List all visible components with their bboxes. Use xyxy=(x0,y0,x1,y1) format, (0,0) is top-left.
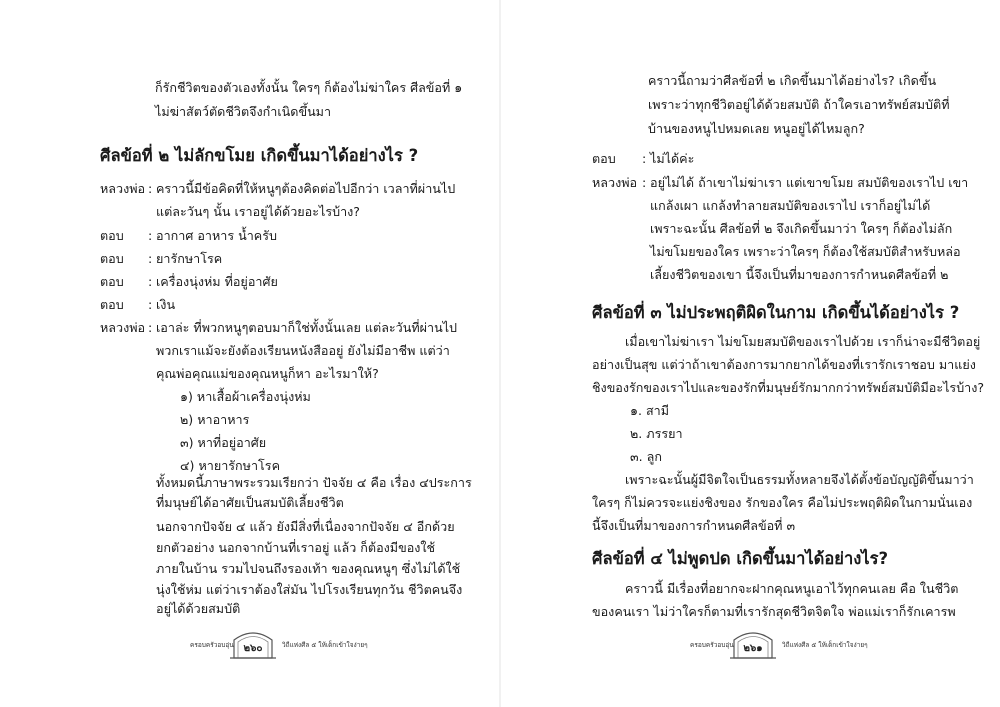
dialog-line: แต่ละวันๆ นั้น เราอยู่ได้ด้วยอะไรบ้าง? xyxy=(156,204,360,219)
body-line: ที่มนุษย์ได้อาศัยเป็นสมบัติเลี้ยงชีวิต xyxy=(156,495,344,510)
body-line: ทั้งหมดนี้ภาษาพระรวมเรียกว่า ปัจจัย ๔ คือ เรื่อง ๔ประการ xyxy=(156,475,472,490)
body-line: นี้จึงเป็นที่มาของการกำหนดศีลข้อที่ ๓ xyxy=(592,518,796,533)
body-line: ภายในบ้าน รวมไปจนถึงรองเท้า ของคุณหนูๆ ซึ่งไม่ได้ใช้ xyxy=(156,561,461,576)
dialog-line: เลี้ยงชีวิตของเขา นี้จึงเป็นที่มาของการกำหนดศีลข้อที่ ๒ xyxy=(650,267,949,282)
body-line: เพราะว่าทุกชีวิตอยู่ได้ด้วยสมบัติ ถ้าใครเอาทรัพย์สมบัติที่ xyxy=(648,97,950,112)
dialog-line: เอาล่ะ ที่พวกหนูๆตอบมาก็ใช่ทั้งนั้นเลย แต่ละวันที่ผ่านไป xyxy=(156,320,458,335)
dialog-line: เครื่องนุ่งห่ม ที่อยู่อาศัย xyxy=(156,274,278,289)
body-line: คราวนี้ถามว่าศีลข้อที่ ๒ เกิดขึ้นมาได้อย่างไร? เกิดขึ้น xyxy=(648,73,937,88)
speaker-label: ตอบ xyxy=(100,297,124,312)
numbered-item: ๓. ลูก xyxy=(630,449,662,464)
numbered-item: ๔) หายารักษาโรค xyxy=(180,458,280,473)
page-footer xyxy=(190,628,390,658)
page-number: ๒๖๑ xyxy=(743,643,763,654)
body-line: อย่างเป็นสุข แต่ว่าถ้าเขาต้องการมากยากได้ของที่เรารักเราชอบ มาแย่ง xyxy=(592,357,976,372)
page-footer xyxy=(690,628,890,658)
body-line: นอกจากปัจจัย ๔ แล้ว ยังมีสิ่งที่เนื่องจากปัจจัย ๔ อีกด้วย xyxy=(156,519,455,534)
speaker-label: หลวงพ่อ xyxy=(592,175,638,190)
speaker-label: ตอบ xyxy=(100,251,124,266)
dialog-line: ยารักษาโรค xyxy=(156,251,223,266)
numbered-item: ๒) หาอาหาร xyxy=(180,412,250,427)
speaker-label: หลวงพ่อ xyxy=(100,181,146,196)
footer-series-title: ครอบครัวอบอุ่น xyxy=(690,641,734,649)
dialog-line: แกล้งเผา แกล้งทำลายสมบัติของเราไป เราก็อยู่ไม่ได้ xyxy=(650,198,931,213)
body-line: ชิงของรักของเราไปและของรักที่มนุษย์รักมากกว่าทรัพย์สมบัติมีอะไรบ้าง? xyxy=(592,380,985,395)
page-number: ๒๖๐ xyxy=(243,643,263,654)
left-page: ก็รักชีวิตของตัวเองทั้งนั้น ใครๆ ก็ต้องไม่ฆ่าใคร ศีลข้อที่ ๑ ไม่ฆ่าสัตว์ตัดชีวิตจึงกำเนิดขึ้นมา ศีลข้อที่ ๒ ไม่ลักขโมย เกิดขึ้นมาได้อย่างไร ? หลวงพ่อ : คราวนี้มีข้อคิดที่ให้หนูๆต้องคิดต่อไปอีกว่า เวลาที่ผ่านไป แต่ละวันๆ นั้น เราอยู่ได้ด้วยอะไรบ้าง? ตอบ : อากาศ อาหาร น้ำครับ ตอบ : ยารักษาโรค ตอบ : เครื่องนุ่งห่ม ที่อยู่อาศัย ตอบ : เงิน หลวงพ่อ : เอาล่ะ ที่พวกหนูๆตอบมาก็ใช่ทั้งนั้นเลย แต่ละวันที่ผ่านไป พวกเราแม้จะยังต้องเรียนหนังสืออยู่ ยังไม่มีอาชีพ แต่ว่า คุณพ่อคุณแม่ของคุณหนูก็หา อะไรมาให้? ๑) หาเสื้อผ้าเครื่องนุ่งห่ม ๒) หาอาหาร ๓) หาที่อยู่อาศัย ๔) หายารักษาโรค ทั้งหมดนี้ภาษาพระรวมเรียกว่า ปัจจัย ๔ คือ เรื่อง ๔ประการ ที่มนุษย์ได้อาศัยเป็นสมบัติเลี้ยงชีวิต นอกจากปัจจัย ๔ แล้ว ยังมีสิ่งที่เนื่องจากปัจจัย ๔ อีกด้วย ยกตัวอย่าง นอกจากบ้านที่เราอยู่ แล้ว ก็ต้องมีของใช้ ภายในบ้าน รวมไปจนถึงรองเท้า ของคุณหนูๆ ซึ่งไม่ได้ใช้ นุ่งใช้ห่ม แต่ว่าเราต้องใส่มัน ไปโรงเรียนทุกวัน ชีวิตคนจึง อยู่ได้ด้วยสมบัติ ครอบครัวอบอุ่น ๒๖๐ วิถีแห่งศีล ๕ ให้เด็กเข้าใจง่ายๆ xyxy=(0,0,500,707)
footer-book-title: วิถีแห่งศีล ๕ ให้เด็กเข้าใจง่ายๆ xyxy=(782,641,868,649)
body-line: ยกตัวอย่าง นอกจากบ้านที่เราอยู่ แล้ว ก็ต้องมีของใช้ xyxy=(156,540,436,555)
right-page: คราวนี้ถามว่าศีลข้อที่ ๒ เกิดขึ้นมาได้อย่างไร? เกิดขึ้น เพราะว่าทุกชีวิตอยู่ได้ด้วยสมบัติ ถ้าใครเอาทรัพย์สมบัติที่ บ้านของหนูไปหมดเลย หนูอยู่ได้ไหมลูก? ตอบ : ไม่ได้ค่ะ หลวงพ่อ : อยู่ไม่ได้ ถ้าเขาไม่ฆ่าเรา แต่เขาขโมย สมบัติของเราไป เขา แกล้งเผา แกล้งทำลายสมบัติของเราไป เราก็อยู่ไม่ได้ เพราะฉะนั้น ศีลข้อที่ ๒ จึงเกิดขึ้นมาว่า ใครๆ ก็ต้องไม่ลัก ไม่ขโมยของใคร เพราะว่าใครๆ ก็ต้องใช้สมบัติสำหรับหล่อ เลี้ยงชีวิตของเขา นี้จึงเป็นที่มาของการกำหนดศีลข้อที่ ๒ ศีลข้อที่ ๓ ไม่ประพฤติผิดในกาม เกิดขึ้นได้อย่างไร ? เมื่อเขาไม่ฆ่าเรา ไม่ขโมยสมบัติของเราไปด้วย เราก็น่าจะมีชีวิตอยู่ อย่างเป็นสุข แต่ว่าถ้าเขาต้องการมากยากได้ของที่เรารักเราชอบ มาแย่ง ชิงของรักของเราไปและของรักที่มนุษย์รักมากกว่าทรัพย์สมบัติมีอะไรบ้าง? ๑. สามี ๒. ภรรยา ๓. ลูก เพราะฉะนั้นผู้มีจิตใจเป็นธรรมทั้งหลายจึงได้ตั้งข้อบัญญัติขึ้นมาว่า ใครๆ ก็ไม่ควรจะแย่งชิงของ รักของใคร คือไม่ประพฤติผิดในกามนั่นเอง นี้จึงเป็นที่มาของการกำหนดศีลข้อที่ ๓ ศีลข้อที่ ๔ ไม่พูดปด เกิดขึ้นมาได้อย่างไร? คราวนี้ มีเรื่องที่อยากจะฝากคุณหนูเอาไว้ทุกคนเลย คือ ในชีวิต ของคนเรา ไม่ว่าใครก็ตามที่เรารักสุดชีวิตจิตใจ พ่อแม่เราก็รักเคารพ ครอบครัวอบอุ่น ๒๖๑ วิถีแห่งศีล ๕ ให้เด็กเข้าใจง่ายๆ xyxy=(500,0,1000,707)
dialog-line: คุณพ่อคุณแม่ของคุณหนูก็หา อะไรมาให้? xyxy=(156,366,379,381)
speaker-label: ตอบ xyxy=(100,228,124,243)
body-line: คราวนี้ มีเรื่องที่อยากจะฝากคุณหนูเอาไว้ทุกคนเลย คือ ในชีวิต xyxy=(625,581,959,596)
dialog-line: ไม่ได้ค่ะ xyxy=(650,151,695,166)
numbered-item: ๑) หาเสื้อผ้าเครื่องนุ่งห่ม xyxy=(180,389,311,404)
body-line: ของคนเรา ไม่ว่าใครก็ตามที่เรารักสุดชีวิตจิตใจ พ่อแม่เราก็รักเคารพ xyxy=(592,604,956,619)
body-line: เพราะฉะนั้นผู้มีจิตใจเป็นธรรมทั้งหลายจึงได้ตั้งข้อบัญญัติขึ้นมาว่า xyxy=(625,472,974,487)
speaker-label: ตอบ xyxy=(592,151,616,166)
dialog-line: เพราะฉะนั้น ศีลข้อที่ ๒ จึงเกิดขึ้นมาว่า ใครๆ ก็ต้องไม่ลัก xyxy=(650,221,953,236)
dialog-line: เงิน xyxy=(156,297,176,312)
dialog-line: พวกเราแม้จะยังต้องเรียนหนังสืออยู่ ยังไม่มีอาชีพ แต่ว่า xyxy=(156,343,450,358)
dialog-line: คราวนี้มีข้อคิดที่ให้หนูๆต้องคิดต่อไปอีกว่า เวลาที่ผ่านไป xyxy=(156,181,456,196)
body-line: บ้านของหนูไปหมดเลย หนูอยู่ได้ไหมลูก? xyxy=(648,121,865,136)
body-line: เมื่อเขาไม่ฆ่าเรา ไม่ขโมยสมบัติของเราไปด้วย เราก็น่าจะมีชีวิตอยู่ xyxy=(625,334,981,349)
dialog-line: อยู่ไม่ได้ ถ้าเขาไม่ฆ่าเรา แต่เขาขโมย สมบัติของเราไป เขา xyxy=(650,175,969,190)
body-line: นุ่งใช้ห่ม แต่ว่าเราต้องใส่มัน ไปโรงเรียนทุกวัน ชีวิตคนจึง xyxy=(156,582,463,597)
dialog-line: ไม่ขโมยของใคร เพราะว่าใครๆ ก็ต้องใช้สมบัติสำหรับหล่อ xyxy=(650,244,961,259)
speaker-label: หลวงพ่อ xyxy=(100,320,146,335)
intro-line: ไม่ฆ่าสัตว์ตัดชีวิตจึงกำเนิดขึ้นมา xyxy=(155,104,332,119)
numbered-item: ๑. สามี xyxy=(630,403,670,418)
section-heading-precept-3: ศีลข้อที่ ๓ ไม่ประพฤติผิดในกาม เกิดขึ้นได้อย่างไร ? xyxy=(592,303,960,322)
body-line: อยู่ได้ด้วยสมบัติ xyxy=(156,601,241,616)
section-heading-precept-4: ศีลข้อที่ ๔ ไม่พูดปด เกิดขึ้นมาได้อย่างไร? xyxy=(592,549,889,568)
footer-book-title: วิถีแห่งศีล ๕ ให้เด็กเข้าใจง่ายๆ xyxy=(282,641,368,649)
footer-series-title: ครอบครัวอบอุ่น xyxy=(190,641,234,649)
section-heading-precept-2: ศีลข้อที่ ๒ ไม่ลักขโมย เกิดขึ้นมาได้อย่างไร ? xyxy=(100,146,419,165)
body-line: ใครๆ ก็ไม่ควรจะแย่งชิงของ รักของใคร คือไม่ประพฤติผิดในกามนั่นเอง xyxy=(592,495,973,510)
dialog-line: อากาศ อาหาร น้ำครับ xyxy=(156,228,277,243)
numbered-item: ๓) หาที่อยู่อาศัย xyxy=(180,435,267,450)
speaker-label: ตอบ xyxy=(100,274,124,289)
numbered-item: ๒. ภรรยา xyxy=(630,426,683,441)
intro-line: ก็รักชีวิตของตัวเองทั้งนั้น ใครๆ ก็ต้องไม่ฆ่าใคร ศีลข้อที่ ๑ xyxy=(155,80,463,95)
